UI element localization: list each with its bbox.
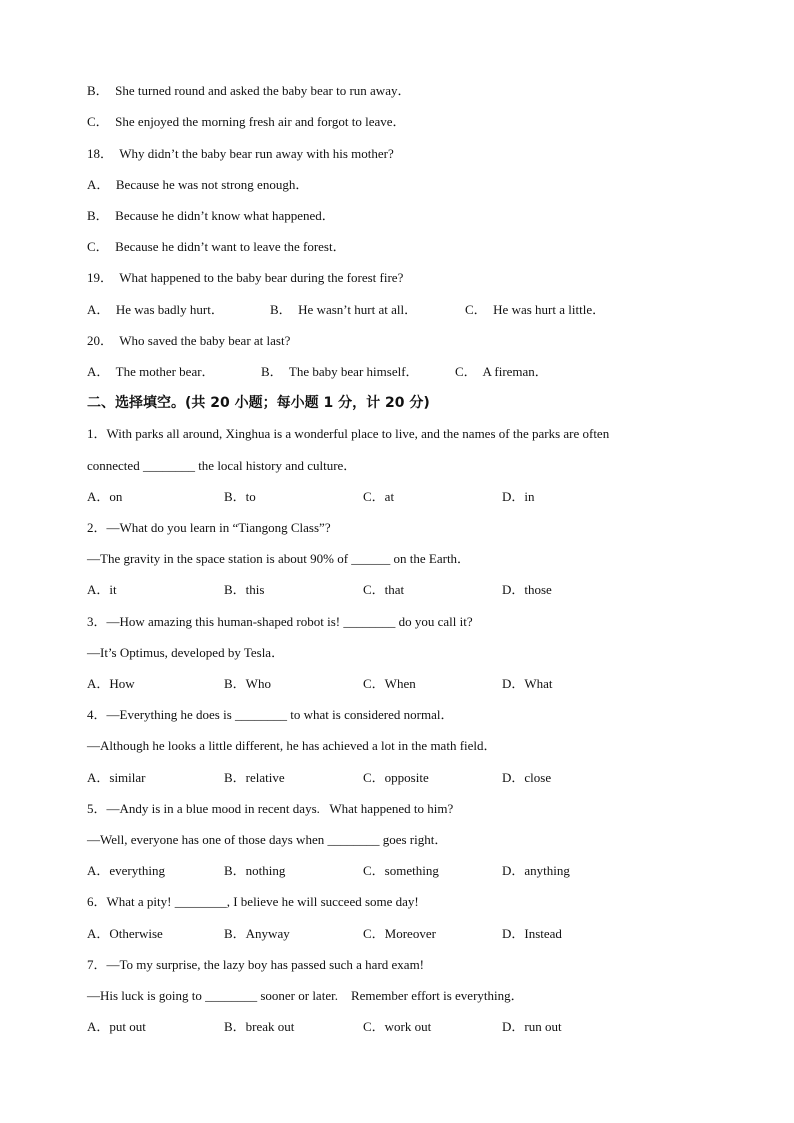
- q4-stem-line2: —Although he looks a little different, he has achieved a lot in the math field．: [87, 738, 497, 753]
- q4-option-a: A．similar: [87, 770, 146, 785]
- q7-option-d: D．run out: [502, 1019, 562, 1034]
- q6-option-b: B．Anyway: [224, 926, 290, 941]
- q2-option-a: A．it: [87, 582, 117, 597]
- q3-option-c: C．When: [363, 676, 416, 691]
- q19-option-c: C． He was hurt a little．: [465, 302, 606, 317]
- q18-option-c: C． Because he didn’t want to leave the forest．: [87, 239, 346, 254]
- q7-option-a: A．put out: [87, 1019, 146, 1034]
- q3-option-b: B．Who: [224, 676, 271, 691]
- q3-option-d: D．What: [502, 676, 553, 691]
- q3-stem-line1: 3．—How amazing this human-shaped robot is! ________ do you call it?: [87, 614, 473, 629]
- q5-stem-line1: 5．—Andy is in a blue mood in recent days. What happened to him?: [87, 801, 454, 816]
- q20-option-c: C． A fireman．: [455, 364, 548, 379]
- q18-option-b: B． Because he didn’t know what happened．: [87, 208, 335, 223]
- q4-option-c: C．opposite: [363, 770, 429, 785]
- q2-option-d: D．those: [502, 582, 552, 597]
- q3-option-a: A．How: [87, 676, 135, 691]
- q1-stem-line2: connected ________ the local history and culture．: [87, 458, 357, 473]
- q17-option-b: B． She turned round and asked the baby bear to run away．: [87, 83, 411, 98]
- q19-stem: 19． What happened to the baby bear during the forest fire?: [87, 270, 404, 285]
- q1-stem-line1: 1．With parks all around, Xinghua is a wonderful place to live, and the names of the parks are often: [87, 426, 610, 441]
- q7-stem-line1: 7．—To my surprise, the lazy boy has passed such a hard exam!: [87, 957, 425, 972]
- q20-stem: 20． Who saved the baby bear at last?: [87, 333, 291, 348]
- q5-option-b: B．nothing: [224, 863, 286, 878]
- q6-stem: 6．What a pity! ________, I believe he will succeed some day!: [87, 894, 419, 909]
- q4-option-b: B．relative: [224, 770, 285, 785]
- q20-option-b: B． The baby bear himself．: [261, 364, 419, 379]
- q1-option-d: D．in: [502, 489, 535, 504]
- q2-option-b: B．this: [224, 582, 265, 597]
- q4-stem-line1: 4．—Everything he does is ________ to what is considered normal．: [87, 707, 454, 722]
- q6-option-d: D．Instead: [502, 926, 562, 941]
- q1-option-b: B．to: [224, 489, 256, 504]
- q5-option-a: A．everything: [87, 863, 165, 878]
- q19-option-b: B． He wasn’t hurt at all．: [270, 302, 418, 317]
- q5-option-c: C．something: [363, 863, 439, 878]
- q6-option-a: A．Otherwise: [87, 926, 163, 941]
- q18-option-a: A． Because he was not strong enough．: [87, 177, 309, 192]
- q2-stem-line1: 2．—What do you learn in “Tiangong Class”?: [87, 520, 331, 535]
- q2-option-c: C．that: [363, 582, 405, 597]
- section-heading: 二、选择填空。(共 20 小题；每小题 1 分，计 20 分): [87, 395, 430, 411]
- q3-stem-line2: —It’s Optimus, developed by Tesla．: [87, 645, 285, 660]
- q5-stem-line2: —Well, everyone has one of those days when ________ goes right．: [87, 832, 448, 847]
- q7-option-c: C．work out: [363, 1019, 432, 1034]
- q18-stem: 18． Why didn’t the baby bear run away with his mother?: [87, 146, 394, 161]
- q6-option-c: C．Moreover: [363, 926, 436, 941]
- q7-option-b: B．break out: [224, 1019, 295, 1034]
- q1-option-a: A．on: [87, 489, 123, 504]
- q20-option-a: A． The mother bear．: [87, 364, 215, 379]
- q5-option-d: D．anything: [502, 863, 570, 878]
- q2-stem-line2: —The gravity in the space station is about 90% of ______ on the Earth．: [87, 551, 471, 566]
- q7-stem-line2: —His luck is going to ________ sooner or later. Remember effort is everything．: [87, 988, 524, 1003]
- q17-option-c: C． She enjoyed the morning fresh air and forgot to leave．: [87, 114, 406, 129]
- q4-option-d: D．close: [502, 770, 552, 785]
- q1-option-c: C．at: [363, 489, 395, 504]
- q19-option-a: A． He was badly hurt．: [87, 302, 224, 317]
